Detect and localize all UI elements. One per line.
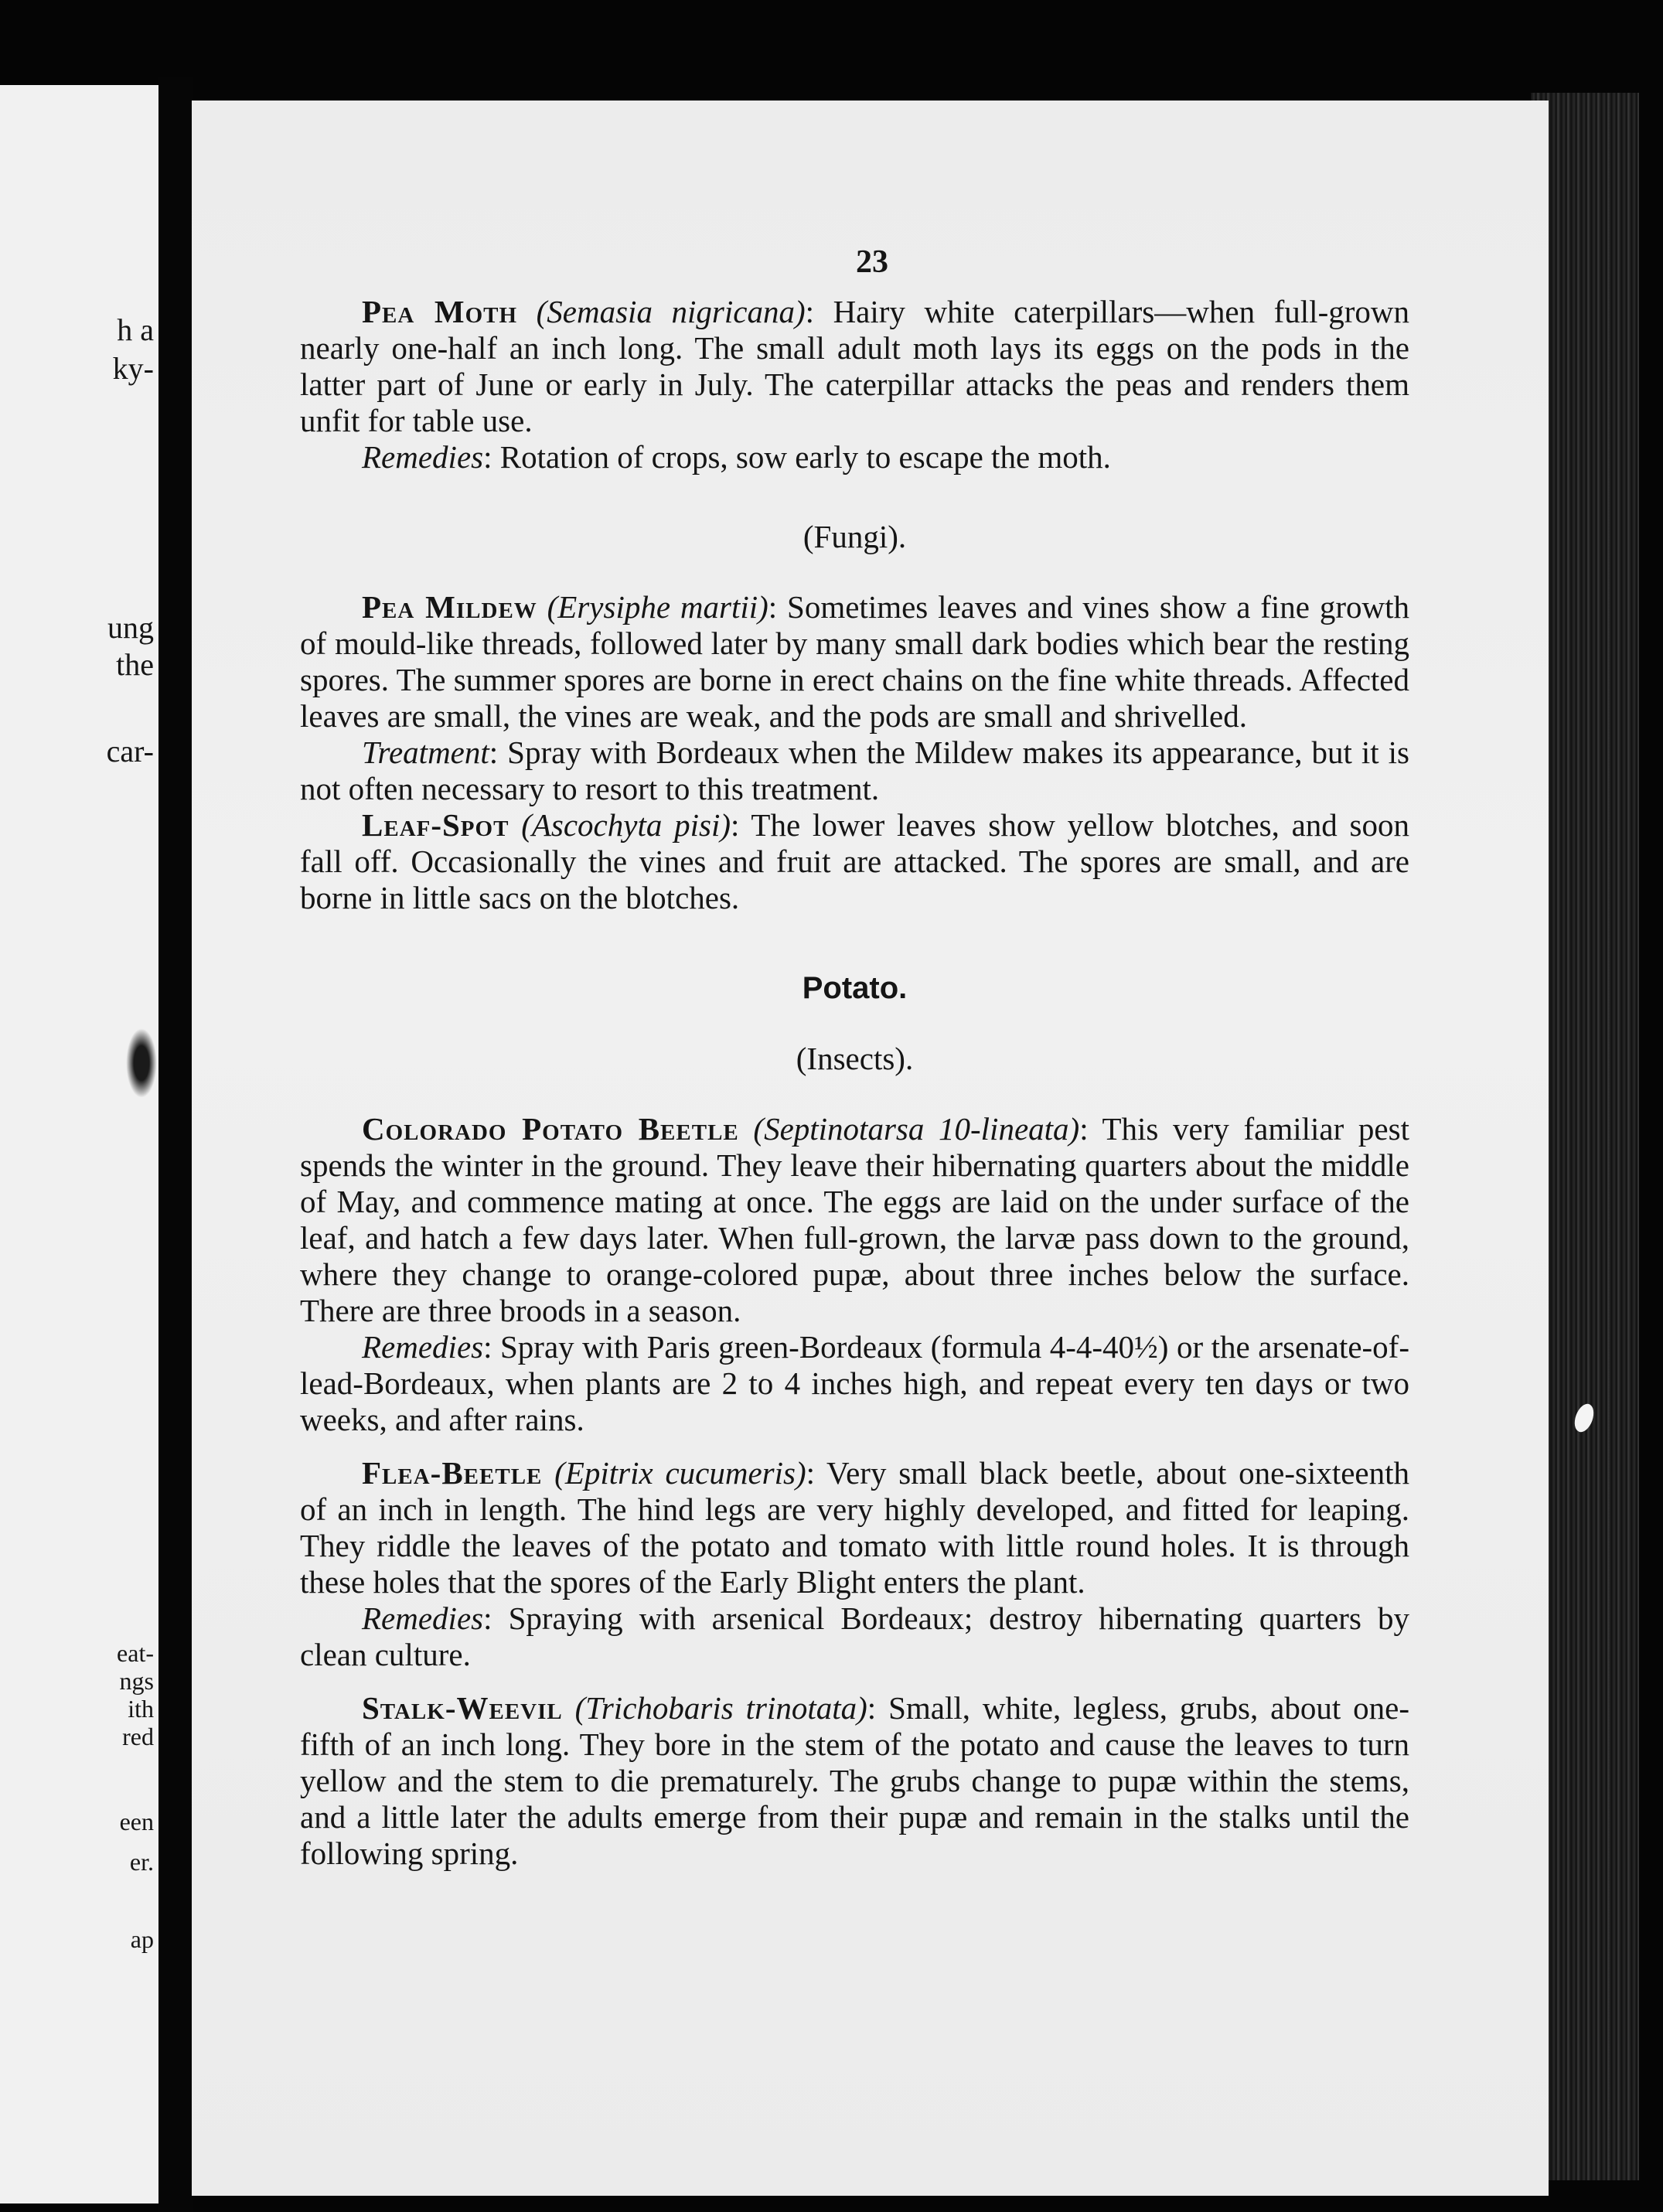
- remedies-text: : Spraying with arsenical Bordeaux; destroy hibernating quarters by clean culture.: [300, 1600, 1409, 1672]
- remedies-paragraph: [300, 439, 1409, 475]
- entry-title: Pea Moth: [362, 294, 518, 329]
- entry-colorado-beetle: [300, 1111, 1409, 1329]
- left-page-fragment: ap: [130, 1925, 154, 1953]
- entry-text: : Very small black beetle, about one-sixteenth of an inch in length. The hind legs are very highly developed, and fitted for leaping. They riddle the leaves of the potato and tomato with little round holes. It is through these holes that the spores of the Early Blight enters the plant.: [300, 1455, 1409, 1600]
- entry-title: Leaf-Spot: [362, 807, 509, 843]
- left-page-fragment: ngs: [119, 1667, 154, 1695]
- remedies-label: Remedies: [362, 1600, 484, 1636]
- left-page-fragment: h a: [117, 312, 154, 347]
- left-page-fragment: er.: [129, 1848, 154, 1876]
- treatment-text: : Spray with Bordeaux when the Mildew makes its appearance, but it is not often necessary to resort to this treatment.: [300, 734, 1409, 806]
- entry-title: Colorado Potato Beetle: [362, 1111, 739, 1147]
- entry-leaf-spot: [300, 807, 1409, 916]
- remedies-paragraph: [300, 1600, 1409, 1673]
- entry-title: Pea Mildew: [362, 589, 537, 625]
- latin-name: (Septinotarsa 10-lineata): [753, 1111, 1080, 1147]
- latin-name: (Ascochyta pisi): [521, 807, 731, 843]
- left-page-edge: [0, 85, 158, 2203]
- insects-heading: (Insects).: [796, 1041, 914, 1076]
- left-page-fragment: ky-: [112, 351, 154, 386]
- entry-flea-beetle: [300, 1455, 1409, 1600]
- treatment-label: Treatment: [362, 734, 489, 770]
- left-page-fragment: ung: [107, 610, 154, 645]
- latin-name: (Semasia nigricana): [536, 294, 806, 329]
- entry-pea-moth: [300, 294, 1409, 439]
- left-page-fragment: the: [116, 647, 154, 682]
- right-page: [192, 101, 1549, 2196]
- remedies-text: : Spray with Paris green-Bordeaux (formula 4-4-40½) or the arsenate-of-lead-Bordeaux, when plants are 2 to 4 inches high, and repeat every ten days or two weeks, and after rains.: [300, 1329, 1409, 1437]
- treatment-paragraph: [300, 734, 1409, 807]
- potato-heading: Potato.: [802, 971, 908, 1005]
- left-page-fragment: car-: [106, 734, 154, 769]
- page-body: [300, 294, 1409, 1872]
- left-page-fragment: ith: [128, 1695, 154, 1723]
- left-page-fragment: eat-: [117, 1639, 154, 1667]
- entry-title: Stalk-Weevil: [362, 1690, 563, 1726]
- entry-stalk-weevil: [300, 1690, 1409, 1872]
- entry-title: Flea-Beetle: [362, 1455, 543, 1491]
- ornament-icon: [126, 1028, 157, 1098]
- entry-text: : Small, white, legless, grubs, about one-fifth of an inch long. They bore in the stem of the potato and cause the leaves to turn yellow and the stem to die prematurely. The grubs change to pupæ within the stems, and a little later the adults emerge from their pupæ and remain in the stalks until the following spring.: [300, 1690, 1409, 1871]
- entry-text: : This very familiar pest spends the winter in the ground. They leave their hibernating quarters about the middle of May, and commence mating at once. The eggs are laid on the under surface of the leaf, and hatch a few days later. When full-grown, the larvæ pass down to the ground, where they change to orange-colored pupæ, about three inches below the surface. There are three broods in a season.: [300, 1111, 1409, 1328]
- remedies-text: : Rotation of crops, sow early to escape the moth.: [483, 439, 1111, 475]
- remedies-label: Remedies: [362, 439, 484, 475]
- fungi-heading: (Fungi).: [803, 519, 907, 554]
- latin-name: (Trichobaris trinotata): [574, 1690, 867, 1726]
- left-page-fragment: red: [122, 1723, 154, 1750]
- page-number: 23: [856, 244, 888, 280]
- latin-name: (Epitrix cucumeris): [554, 1455, 806, 1491]
- remedies-paragraph: [300, 1329, 1409, 1438]
- latin-name: (Erysiphe martii): [547, 589, 768, 625]
- left-page-fragment: een: [119, 1808, 154, 1835]
- book-gutter: [158, 77, 193, 2212]
- remedies-label: Remedies: [362, 1329, 484, 1365]
- entry-text: : The lower leaves show yellow blotches, and soon fall off. Occasionally the vines and fruit are attacked. The spores are small, and are borne in little sacs on the blotches.: [300, 807, 1410, 915]
- entry-pea-mildew: [300, 589, 1409, 734]
- entry-text: : Sometimes leaves and vines show a fine growth of mould-like threads, followed later by many small dark bodies which bear the resting spores. The summer spores are borne in erect chains on the fine white threads. Affected leaves are small, the vines are weak, and the pods are small and shrivelled.: [300, 589, 1410, 734]
- entry-text: : Hairy white caterpillars—when full-grown nearly one-half an inch long. The small adult moth lays its eggs on the pods in the latter part of June or early in July. The caterpillar attacks the peas and renders them unfit for table use.: [300, 294, 1409, 438]
